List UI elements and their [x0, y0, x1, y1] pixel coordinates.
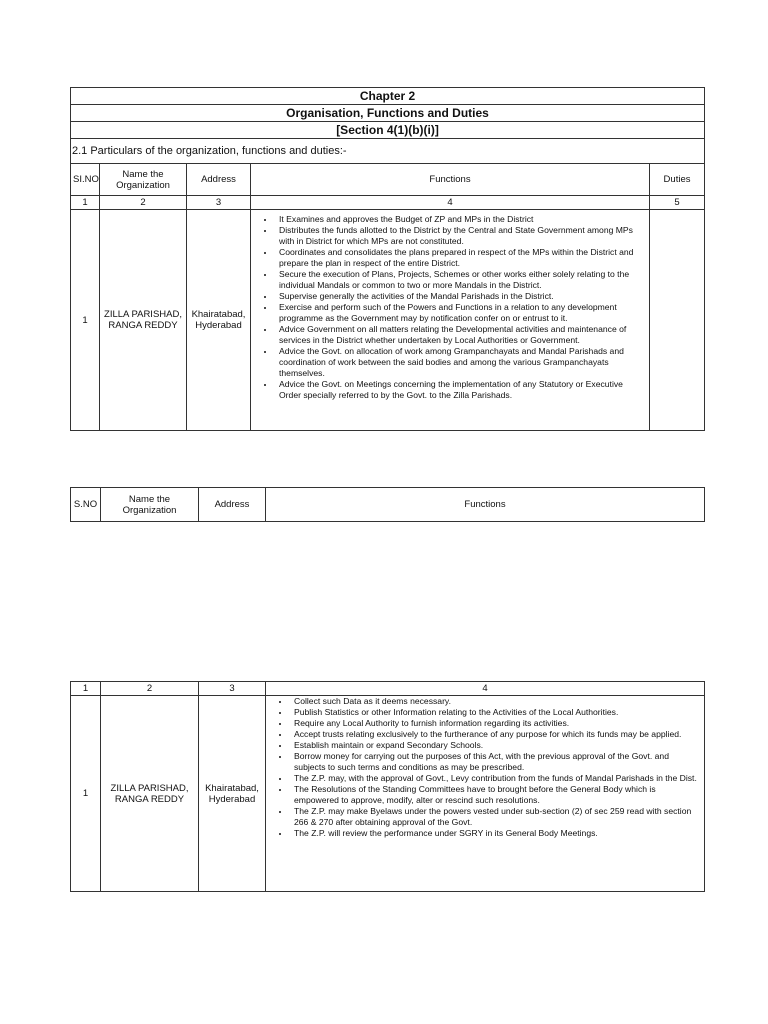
column-number: 3 [187, 196, 251, 210]
row-organization: ZILLA PARISHAD, RANGA REDDY [101, 696, 199, 892]
list-item: • The Resolutions of the Standing Committees have to brought before the General Body which is empowered to approve, modify, alter or rescind such resolutions. [290, 784, 702, 806]
document-title: Organisation, Functions and Duties [71, 105, 705, 122]
column-number: 3 [199, 682, 266, 696]
functions-header-table [70, 487, 705, 522]
header-slno: SI.NO [71, 164, 100, 196]
column-number: 2 [100, 196, 187, 210]
list-item: • Advice the Govt. on Meetings concerning the implementation of any Statutory or Executive Order specially referred to by the Govt. to the Zilla Parishads. [275, 379, 647, 401]
column-number: 4 [251, 196, 650, 210]
column-number: 5 [650, 196, 705, 210]
column-number: 4 [266, 682, 705, 696]
column-number: 1 [71, 682, 101, 696]
header-functions: Functions [266, 488, 705, 522]
section-reference: [Section 4(1)(b)(i)] [71, 122, 705, 139]
row-organization: ZILLA PARISHAD, RANGA REDDY [100, 210, 187, 431]
row-functions [251, 210, 650, 431]
list-item: • Publish Statistics or other Information relating to the Activities of the Local Authorities. [290, 707, 702, 718]
chapter-title: Chapter 2 [71, 88, 705, 105]
list-item: • Collect such Data as it deems necessary. [290, 696, 702, 707]
list-item: • Require any Local Authority to furnish information regarding its activities. [290, 718, 702, 729]
list-item: • Establish maintain or expand Secondary Schools. [290, 740, 702, 751]
row-duties [650, 210, 705, 431]
column-number: 2 [101, 682, 199, 696]
header-functions: Functions [251, 164, 650, 196]
table-row [71, 210, 705, 431]
header-address: Address [199, 488, 266, 522]
list-item: • Advice Government on all matters relating the Developmental activities and maintenance of services in the District whether undertaken by Local Authorities or Government. [275, 324, 647, 346]
row-slno: 1 [71, 210, 100, 431]
list-item: • The Z.P. may, with the approval of Govt., Levy contribution from the funds of Mandal Parishads in the Dist. [290, 773, 702, 784]
list-item: • The Z.P. will review the performance under SGRY in its General Body Meetings. [290, 828, 702, 839]
list-item: • Accept trusts relating exclusively to the furtherance of any purpose for which its funds may be applied. [290, 729, 702, 740]
intro-text: 2.1 Particulars of the organization, functions and duties:- [71, 139, 705, 164]
list-item: • Advice the Govt. on allocation of work among Grampanchayats and Mandal Parishads and coordination of work between the said bodies and among the various Grampanchayats themselves. [275, 346, 647, 379]
row-address: Khairatabad, Hyderabad [199, 696, 266, 892]
header-name: Name the Organization [100, 164, 187, 196]
header-duties: Duties [650, 164, 705, 196]
list-item: • The Z.P. may make Byelaws under the powers vested under sub-section (2) of sec 259 read with section 266 & 270 after obtaining approval of the Govt. [290, 806, 702, 828]
functions-list [253, 214, 647, 401]
list-item: • It Examines and approves the Budget of ZP and MPs in the District [275, 214, 647, 225]
row-functions [266, 696, 705, 892]
functions-list [268, 696, 702, 839]
header-address: Address [187, 164, 251, 196]
list-item: • Supervise generally the activities of the Mandal Parishads in the District. [275, 291, 647, 302]
list-item: • Distributes the funds allotted to the District by the Central and State Government among MPs with in District for which MPs are not constituted. [275, 225, 647, 247]
list-item: • Coordinates and consolidates the plans prepared in respect of the MPs within the District and prepare the plan in respect of the entire District. [275, 247, 647, 269]
list-item: • Secure the execution of Plans, Projects, Schemes or other works either solely relating to the individual Mandals or common to two or more Mandals in the District. [275, 269, 647, 291]
functions-continued-table [70, 681, 705, 892]
row-slno: 1 [71, 696, 101, 892]
row-address: Khairatabad, Hyderabad [187, 210, 251, 431]
list-item: • Exercise and perform such of the Powers and Functions in a relation to any development programme as the Government may by notification confer on or entrust to it. [275, 302, 647, 324]
table-row [71, 696, 705, 892]
header-slno: S.NO [71, 488, 101, 522]
column-number: 1 [71, 196, 100, 210]
header-name: Name the Organization [101, 488, 199, 522]
chapter-table [70, 87, 705, 431]
list-item: • Borrow money for carrying out the purposes of this Act, with the previous approval of the Govt. and subjects to such terms and conditions as may be prescribed. [290, 751, 702, 773]
